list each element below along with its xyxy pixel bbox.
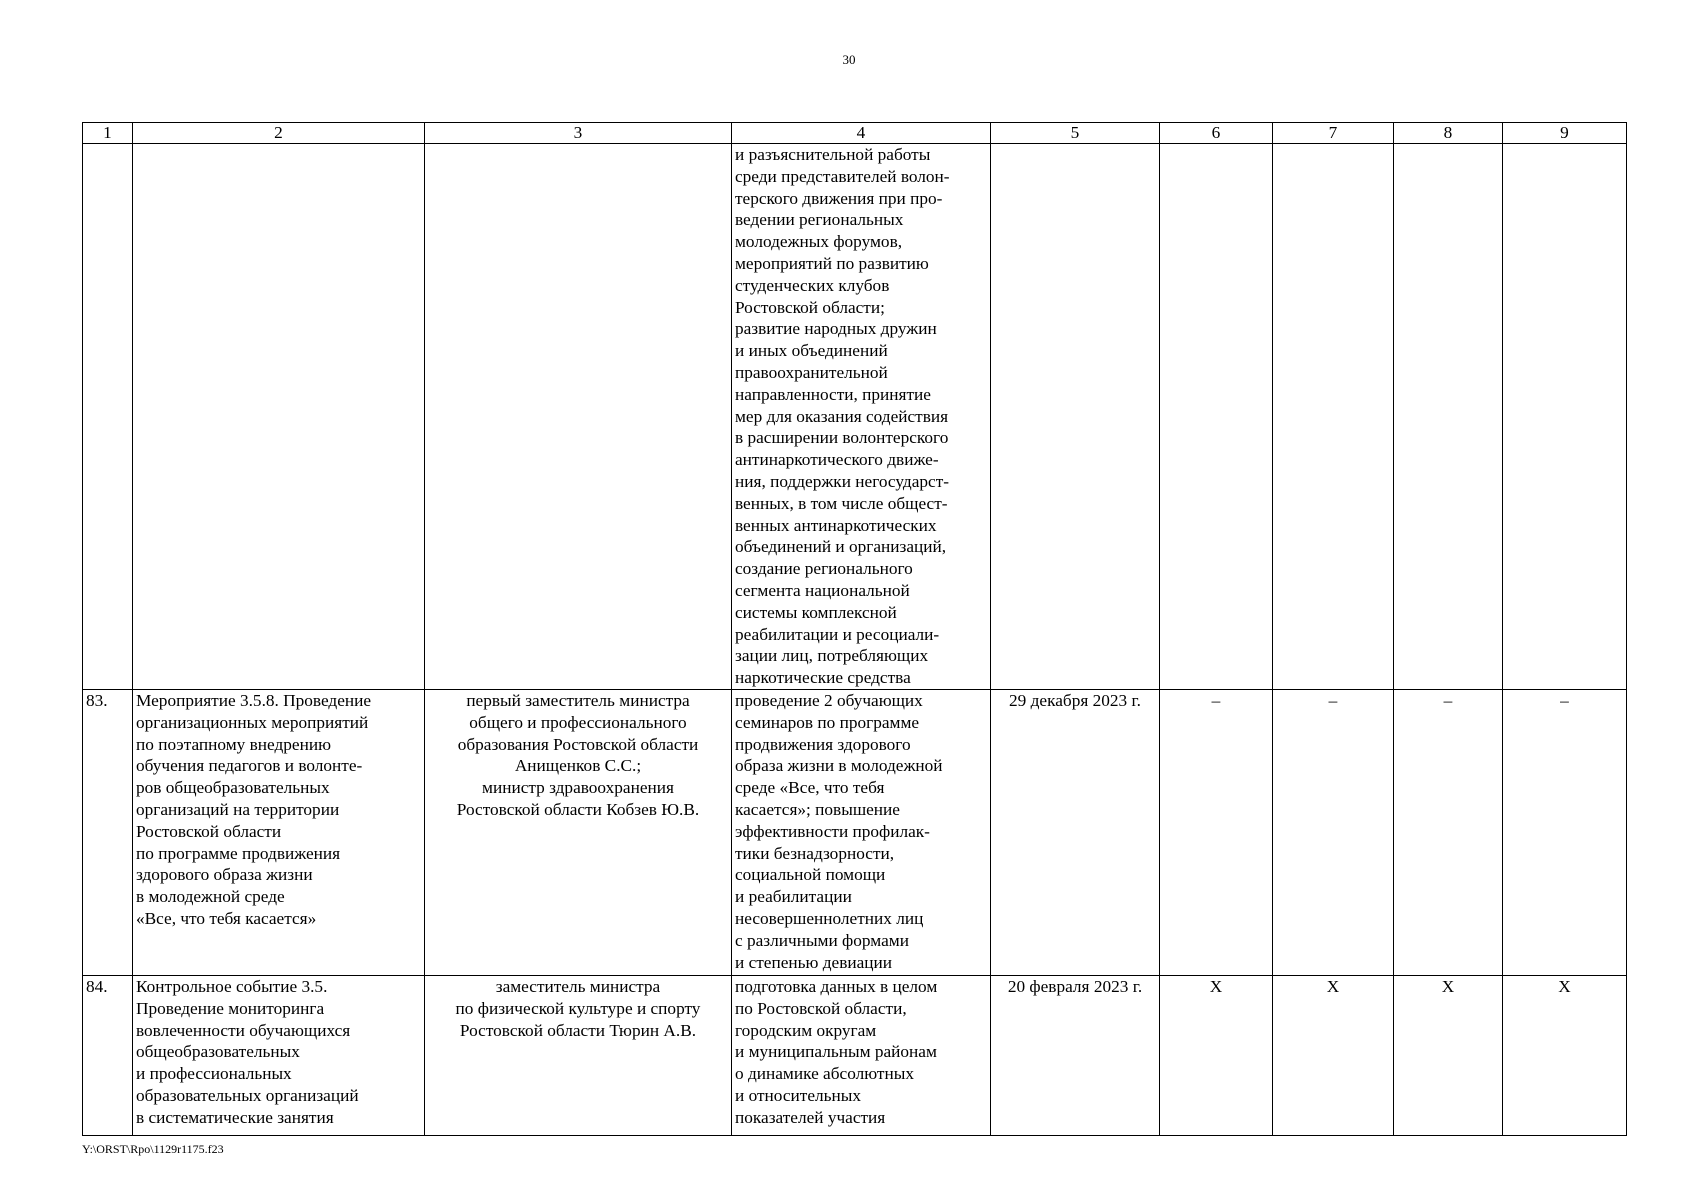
value-cell: X bbox=[1503, 976, 1627, 1136]
event-cell: Контрольное событие 3.5. Проведение мониторинга вовлеченности обучающихся общеобразовательных и профессиональных образовательных организаций в систематические занятия bbox=[133, 976, 425, 1136]
value-cell bbox=[1394, 144, 1503, 690]
column-header: 4 bbox=[732, 123, 991, 144]
value-cell: – bbox=[1503, 690, 1627, 976]
table-header-row bbox=[83, 123, 1627, 144]
result-cell: подготовка данных в целом по Ростовской области, городским округам и муниципальным районам о динамике абсолютных и относительных показателей участия bbox=[732, 976, 991, 1136]
responsible-cell: заместитель министра по физической культуре и спорту Ростовской области Тюрин А.В. bbox=[425, 976, 732, 1136]
date-cell bbox=[991, 144, 1160, 690]
column-header: 9 bbox=[1503, 123, 1627, 144]
page-number: 30 bbox=[842, 52, 856, 67]
value-cell: – bbox=[1273, 690, 1394, 976]
column-header: 1 bbox=[83, 123, 133, 144]
responsible-cell: первый заместитель министра общего и профессионального образования Ростовской области Анищенков С.С.; министр здравоохранения Ростовской области Кобзев Ю.В. bbox=[425, 690, 732, 976]
value-cell: X bbox=[1394, 976, 1503, 1136]
column-header: 3 bbox=[425, 123, 732, 144]
row-number: 84. bbox=[83, 976, 133, 1136]
column-header: 5 bbox=[991, 123, 1160, 144]
responsible-cell bbox=[425, 144, 732, 690]
result-cell: проведение 2 обучающих семинаров по программе продвижения здорового образа жизни в молодежной среде «Все, что тебя касается»; повышение эффективности профилак- тики безнадзорности, социальной помощи и реабилитации несовершеннолетних лиц с различными формами и степенью девиации bbox=[732, 690, 991, 976]
value-cell: – bbox=[1394, 690, 1503, 976]
result-cell: и разъяснительной работы среди представителей волон- терского движения при про- ведении региональных молодежных форумов, мероприятий по развитию студенческих клубов Ростовской области; развитие народных дружин и иных объединений правоохранительной направленности, принятие мер для оказания содействия в расширении волонтерского антинаркотического движе- ния, поддержки негосударст- венных, в том числе общест- венных антинаркотических объединений и организаций, создание регионального сегмента национальной системы комплексной реабилитации и ресоциали- зации лиц, потребляющих наркотические средства bbox=[732, 144, 991, 690]
date-cell: 29 декабря 2023 г. bbox=[991, 690, 1160, 976]
event-cell: Мероприятие 3.5.8. Проведение организационных мероприятий по поэтапному внедрению обучения педагогов и волонте- ров общеобразовательных организаций на территории Ростовской области по программе продвижения здорового образа жизни в молодежной среде «Все, что тебя касается» bbox=[133, 690, 425, 976]
table-row bbox=[83, 144, 1627, 690]
column-header: 2 bbox=[133, 123, 425, 144]
event-cell bbox=[133, 144, 425, 690]
value-cell bbox=[1503, 144, 1627, 690]
table-row bbox=[83, 976, 1627, 1136]
row-number: 83. bbox=[83, 690, 133, 976]
plan-table bbox=[82, 122, 1627, 1136]
value-cell: X bbox=[1273, 976, 1394, 1136]
row-number bbox=[83, 144, 133, 690]
value-cell bbox=[1273, 144, 1394, 690]
value-cell: X bbox=[1160, 976, 1273, 1136]
value-cell: – bbox=[1160, 690, 1273, 976]
column-header: 6 bbox=[1160, 123, 1273, 144]
value-cell bbox=[1160, 144, 1273, 690]
footer-file-path: Y:\ORST\Rpo\1129r1175.f23 bbox=[82, 1142, 224, 1156]
date-cell: 20 февраля 2023 г. bbox=[991, 976, 1160, 1136]
column-header: 8 bbox=[1394, 123, 1503, 144]
column-header: 7 bbox=[1273, 123, 1394, 144]
table-row bbox=[83, 690, 1627, 976]
